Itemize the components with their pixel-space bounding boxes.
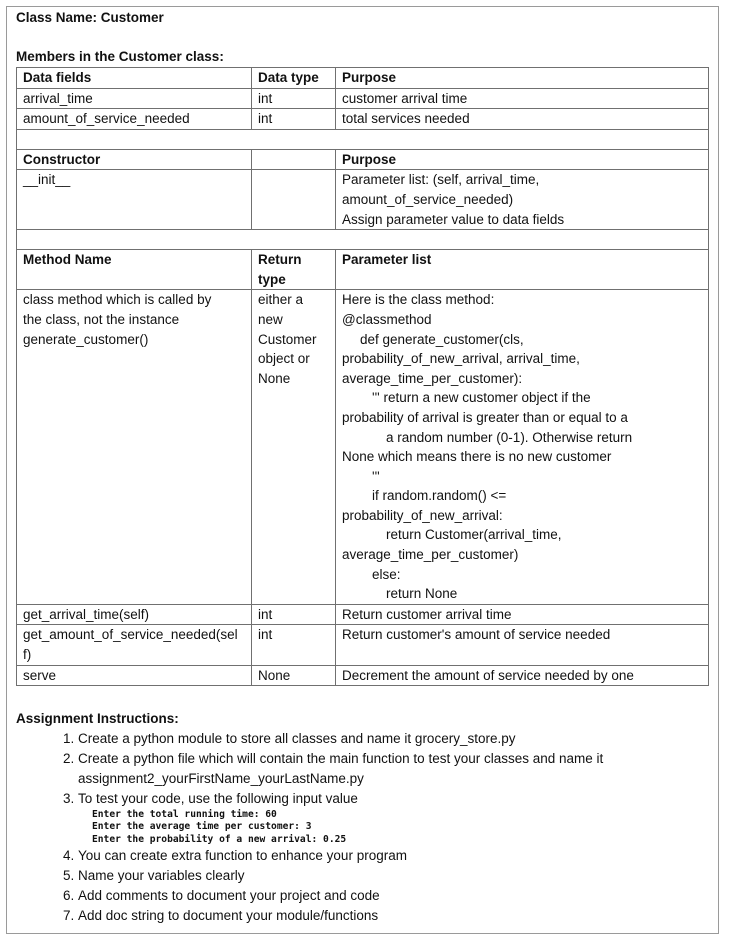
header-cell: Data type bbox=[252, 68, 336, 89]
members-heading: Members in the Customer class: bbox=[16, 49, 224, 64]
code-line: None which means there is no new customer bbox=[342, 449, 612, 465]
table-row bbox=[17, 109, 709, 130]
constructor-type bbox=[252, 170, 336, 230]
method-name-line: generate_customer() bbox=[23, 331, 149, 347]
purpose-line: amount_of_service_needed) bbox=[342, 191, 514, 207]
method-name: get_arrival_time(self) bbox=[17, 604, 252, 625]
table-row bbox=[17, 170, 709, 230]
method-name bbox=[17, 290, 252, 605]
return-line: Customer bbox=[258, 331, 317, 347]
class-members-table bbox=[16, 67, 709, 686]
input-sample-line: Enter the average time per customer: 3 bbox=[92, 821, 312, 833]
code-line: ''' bbox=[372, 468, 380, 484]
constructor-header-row bbox=[17, 149, 709, 170]
list-item: 7. Add doc string to document your module/functions bbox=[78, 906, 706, 926]
input-sample-line: Enter the probability of a new arrival: 0.25 bbox=[92, 833, 347, 845]
table-row bbox=[17, 88, 709, 109]
method-description: Return customer arrival time bbox=[336, 604, 709, 625]
list-item: 6. Add comments to document your project and code bbox=[78, 886, 706, 906]
code-line: Here is the class method: bbox=[342, 292, 495, 308]
header-cell: Constructor bbox=[17, 149, 252, 170]
purpose-line: Parameter list: (self, arrival_time, bbox=[342, 172, 540, 188]
method-return: None bbox=[252, 665, 336, 686]
header-cell: Parameter list bbox=[336, 250, 709, 290]
header-cell: Purpose bbox=[336, 149, 709, 170]
field-type: int bbox=[252, 109, 336, 130]
code-line: return Customer(arrival_time, bbox=[386, 527, 562, 543]
field-name: arrival_time bbox=[17, 88, 252, 109]
method-name: serve bbox=[17, 665, 252, 686]
method-description: Decrement the amount of service needed by one bbox=[336, 665, 709, 686]
code-line: @classmethod bbox=[342, 311, 432, 327]
code-line: average_time_per_customer): bbox=[342, 370, 523, 386]
header-cell: Data fields bbox=[17, 68, 252, 89]
field-name: amount_of_service_needed bbox=[17, 109, 252, 130]
return-line: new bbox=[258, 311, 283, 327]
method-return: int bbox=[252, 625, 336, 665]
methods-header-row bbox=[17, 250, 709, 290]
list-item: 5. Name your variables clearly bbox=[78, 866, 706, 886]
code-line: return None bbox=[386, 586, 458, 602]
code-line: probability of arrival is greater than or equal to a bbox=[342, 409, 628, 425]
header-cell bbox=[252, 149, 336, 170]
instructions-heading: Assignment Instructions: bbox=[16, 711, 179, 726]
assignment-instructions bbox=[16, 709, 706, 926]
method-return: int bbox=[252, 604, 336, 625]
list-item: 4. You can create extra function to enhance your program bbox=[78, 846, 706, 866]
table-row bbox=[17, 290, 709, 605]
input-sample-line: Enter the total running time: 60 bbox=[92, 809, 277, 820]
list-item: 1. Create a python module to store all classes and name it grocery_store.py bbox=[78, 729, 706, 749]
list-item-text: To test your code, use the following input value bbox=[78, 791, 358, 806]
document-page bbox=[6, 6, 719, 934]
class-title: Class Name: Customer bbox=[16, 10, 164, 25]
method-code bbox=[336, 290, 709, 605]
instructions-list bbox=[16, 729, 706, 926]
method-description: Return customer's amount of service needed bbox=[336, 625, 709, 665]
table-row bbox=[17, 604, 709, 625]
list-item: 2. Create a python file which will contain the main function to test your classes and name it assignment2_yourFirstName_yourLastName.py bbox=[78, 749, 706, 789]
field-purpose: customer arrival time bbox=[336, 88, 709, 109]
code-line: average_time_per_customer) bbox=[342, 547, 519, 563]
spacer-row bbox=[17, 129, 709, 149]
constructor-purpose bbox=[336, 170, 709, 230]
return-line: either a bbox=[258, 292, 304, 308]
header-cell: Return type bbox=[252, 250, 336, 290]
return-line: None bbox=[258, 370, 291, 386]
spacer-row bbox=[17, 230, 709, 250]
purpose-line: Assign parameter value to data fields bbox=[342, 211, 565, 227]
code-line: a random number (0-1). Otherwise return bbox=[386, 429, 633, 445]
code-line: else: bbox=[372, 566, 401, 582]
header-cell: Method Name bbox=[17, 250, 252, 290]
code-line: def generate_customer(cls, bbox=[360, 331, 524, 347]
header-cell: Purpose bbox=[336, 68, 709, 89]
field-type: int bbox=[252, 88, 336, 109]
method-return bbox=[252, 290, 336, 605]
method-name-line: the class, not the instance bbox=[23, 311, 180, 327]
method-name-line: class method which is called by bbox=[23, 292, 212, 308]
method-name: get_amount_of_service_needed(self) bbox=[17, 625, 252, 665]
return-line: object or bbox=[258, 351, 310, 367]
code-line: ''' return a new customer object if the bbox=[372, 390, 591, 406]
constructor-name: __init__ bbox=[17, 170, 252, 230]
data-fields-header-row bbox=[17, 68, 709, 89]
field-purpose: total services needed bbox=[336, 109, 709, 130]
table-row bbox=[17, 625, 709, 665]
list-item bbox=[78, 789, 706, 846]
code-line: probability_of_new_arrival: bbox=[342, 507, 503, 523]
code-line: probability_of_new_arrival, arrival_time, bbox=[342, 351, 580, 367]
code-line: if random.random() <= bbox=[372, 488, 507, 504]
table-row bbox=[17, 665, 709, 686]
